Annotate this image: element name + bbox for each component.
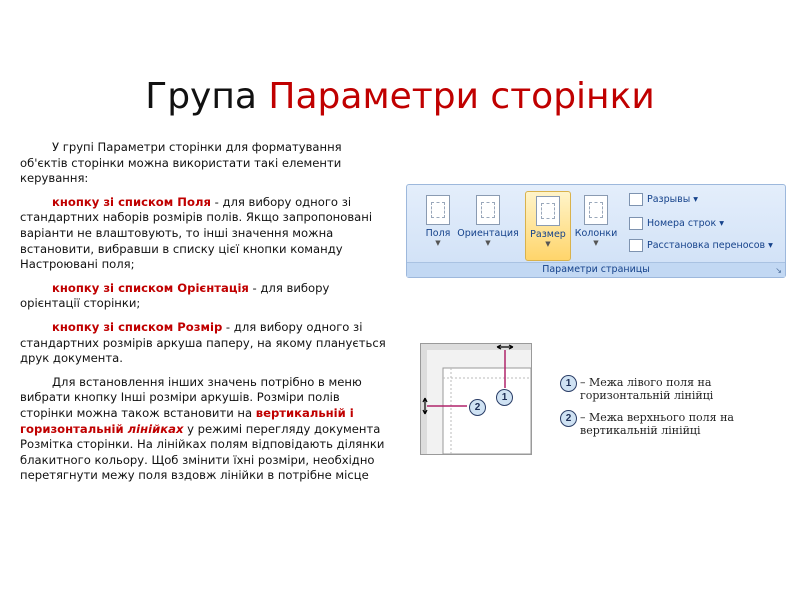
marker-1: 1 bbox=[496, 389, 513, 406]
legend-2-line-1: – Межа верхнього поля на bbox=[580, 411, 734, 424]
legend-2-line-2: вертикальній лінійці bbox=[580, 424, 701, 437]
line-numbers-label: Номера строк bbox=[647, 218, 717, 229]
legend-1-line-1: – Межа лівого поля на bbox=[580, 376, 712, 389]
title-prefix: Група bbox=[145, 76, 269, 118]
chevron-down-icon: ▼ bbox=[593, 239, 599, 247]
slide-title bbox=[0, 76, 800, 117]
paragraph-1: У групі Параметри сторінки для форматування об'єктів сторінки можна використати такі елементи керування: bbox=[20, 140, 342, 186]
margins-label: Поля bbox=[425, 228, 451, 239]
ribbon-group-label: Параметри страницы bbox=[407, 262, 785, 277]
rulers-term: вертикальній і горизонтальній bbox=[20, 405, 354, 436]
paragraph-2-text: - для вибору одного зі стандартних наборів розмірів полів. Якщо запропоновані варіанти не влаштовують, то інші значення можна встановити, вибравши в списку цієї кнопки команду Настроювані поля; bbox=[20, 194, 373, 272]
paragraph-5-text-a: Для встановлення інших значень потрібно в меню вибрати кнопку Інші розміри аркушів. Розміри полів сторінки можна також встановити на bbox=[20, 374, 362, 420]
page-area bbox=[443, 368, 531, 454]
chevron-down-icon: ▼ bbox=[545, 240, 551, 248]
size-button-term: кнопку зі списком Розмір bbox=[52, 319, 223, 334]
orientation-label: Ориентация bbox=[457, 228, 519, 239]
paragraph-3-text: - для вибору орієнтації сторінки; bbox=[20, 280, 330, 311]
line-numbers-button[interactable]: Номера строк ▾ bbox=[629, 215, 724, 233]
legend-marker-2: 2 bbox=[560, 410, 577, 427]
legend-text-1 bbox=[580, 376, 713, 402]
legend-1-line-2: горизонтальній лінійці bbox=[580, 389, 714, 402]
breaks-button[interactable]: Разрывы ▾ bbox=[629, 191, 698, 209]
columns-icon bbox=[584, 195, 608, 225]
paragraph-4 bbox=[20, 320, 390, 367]
paragraph-3 bbox=[20, 281, 390, 312]
legend-marker-1: 1 bbox=[560, 375, 577, 392]
dialog-launcher-icon[interactable]: ↘ bbox=[775, 266, 782, 275]
rulers-term-italic: лінійках bbox=[127, 421, 184, 436]
legend-text-2 bbox=[580, 411, 734, 437]
hyphenation-icon bbox=[629, 239, 643, 252]
orientation-button[interactable] bbox=[457, 191, 519, 259]
columns-button[interactable] bbox=[571, 191, 621, 259]
fields-button-term: кнопку зі списком Поля bbox=[52, 194, 211, 209]
body-text bbox=[20, 140, 390, 492]
orientation-button-term: кнопку зі списком Орієнтація bbox=[52, 280, 249, 295]
rulers-diagram bbox=[420, 343, 532, 455]
paragraph-5-text-b: у режимі перегляду документа Розмітка сторінки. На лінійках полям відповідають ділянки блакитного кольору. Щоб змінити їхні розміри, необхідно перетягнути межу поля вздовж лінійки в потрібне місце bbox=[20, 421, 385, 483]
chevron-down-icon: ▼ bbox=[435, 239, 441, 247]
title-highlight: Параметри сторінки bbox=[268, 76, 655, 118]
margins-button[interactable] bbox=[413, 191, 463, 259]
paragraph-4-text: - для вибору одного зі стандартних розмірів аркуша паперу, на якому планується друк документа. bbox=[20, 319, 386, 366]
line-numbers-icon bbox=[629, 217, 643, 230]
size-button[interactable] bbox=[525, 191, 571, 261]
breaks-icon bbox=[629, 193, 643, 206]
breaks-label: Разрывы bbox=[647, 194, 691, 205]
paragraph-2 bbox=[20, 195, 390, 273]
hyphenation-button[interactable]: Расстановка переносов ▾ bbox=[629, 237, 773, 255]
marker-2: 2 bbox=[469, 399, 486, 416]
paragraph-5 bbox=[20, 375, 390, 484]
horizontal-ruler bbox=[421, 344, 531, 350]
chevron-down-icon: ▼ bbox=[485, 239, 491, 247]
page-setup-ribbon-group bbox=[406, 184, 786, 278]
margins-icon bbox=[426, 195, 450, 225]
columns-label: Колонки bbox=[574, 228, 618, 239]
hyphenation-label: Расстановка переносов bbox=[647, 240, 766, 251]
size-label: Размер bbox=[530, 229, 566, 240]
orientation-icon bbox=[476, 195, 500, 225]
size-icon bbox=[536, 196, 560, 226]
